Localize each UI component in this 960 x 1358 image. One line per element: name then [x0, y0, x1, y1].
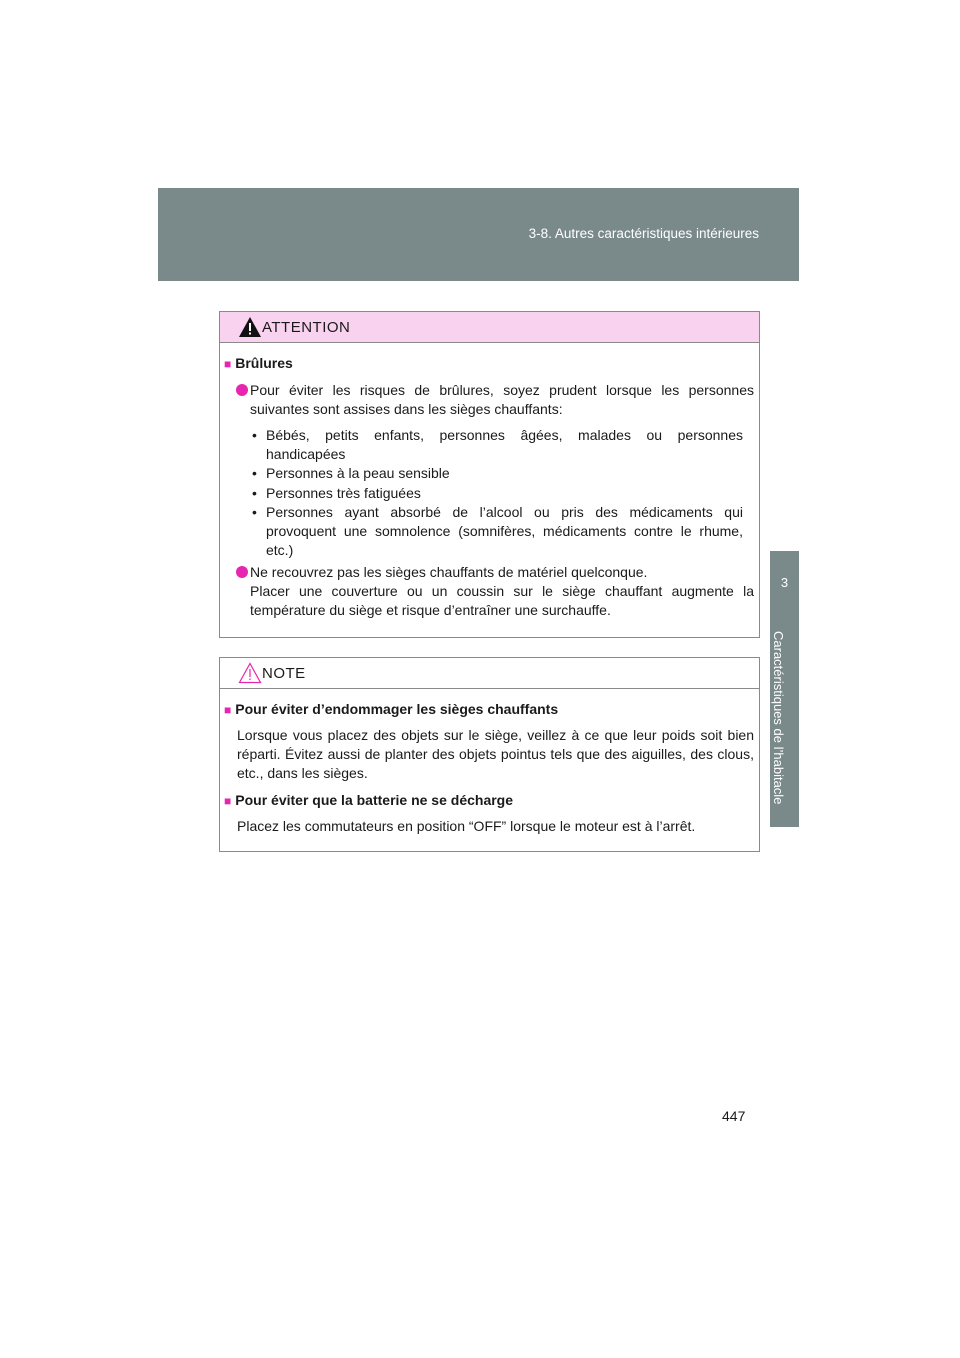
attention-header — [220, 312, 759, 343]
bullet-paragraph: Pour éviter les risques de brûlures, soyez prudent lorsque les personnes suivantes sont assises dans les sièges chauffants: — [250, 382, 754, 417]
attention-label: ATTENTION — [262, 319, 351, 336]
square-bullet-icon: ■ — [224, 703, 232, 717]
chapter-number: 3 — [780, 575, 789, 590]
section-title: ■ Brûlures — [224, 355, 293, 371]
caution-icon — [238, 662, 262, 684]
note-paragraph: Lorsque vous placez des objets sur le siège, veillez à ce que leur poids soit bien réparti. Évitez aussi de planter des objets pointus tels que des aiguilles, des clous, etc., dans les sièges. — [237, 727, 754, 781]
note-label: NOTE — [262, 665, 306, 682]
note-box — [219, 657, 760, 852]
section-title: ■ Pour éviter d’endommager les sièges chauffants — [224, 701, 559, 717]
square-bullet-icon: ■ — [224, 794, 232, 808]
note-header — [220, 658, 759, 689]
attention-box: ATTENTION ■ Brûlures Pour éviter les risques de brûlures, soyez prudent lorsque les personnes suivantes sont assises dans les sièges chauffants: • Bébés, petits enfants, personnes âgées, malades ou personnes handicapées • Personnes à la peau sensible • Personnes très fatiguées • Personnes ayant absorbé de l’alcool ou pris des médicaments qui provoquent une somnolence (somnifères, médicaments contre le rhume, etc.) Ne recouvrez pas les sièges chauffants de matériel quelconque. Placer une couverture ou un coussin sur le siège chauffant augmente la température du siège et risque d’entraîner une surchauffe. — [219, 311, 760, 638]
warning-icon — [238, 316, 262, 338]
circle-bullet-icon — [236, 384, 248, 396]
bullet-paragraph: Ne recouvrez pas les sièges chauffants de matériel quelconque. Placer une couverture ou un coussin sur le siège chauffant augmente la température du siège et risque d’entraîner une surchauffe. — [250, 564, 754, 618]
header-band — [158, 188, 799, 281]
header-title: 3-8. Autres caractéristiques intérieures — [528, 226, 759, 241]
section-title: ■ Pour éviter que la batterie ne se décharge — [224, 792, 514, 808]
chapter-label: Caractéristiques de l’habitacle — [771, 631, 786, 805]
square-bullet-icon: ■ — [224, 357, 232, 371]
note-paragraph: Placez les commutateurs en position “OFF” lorsque le moteur est à l’arrêt. — [237, 818, 696, 834]
circle-bullet-icon — [236, 566, 248, 578]
page-number: 447 — [722, 1108, 746, 1124]
side-tab — [770, 551, 799, 827]
